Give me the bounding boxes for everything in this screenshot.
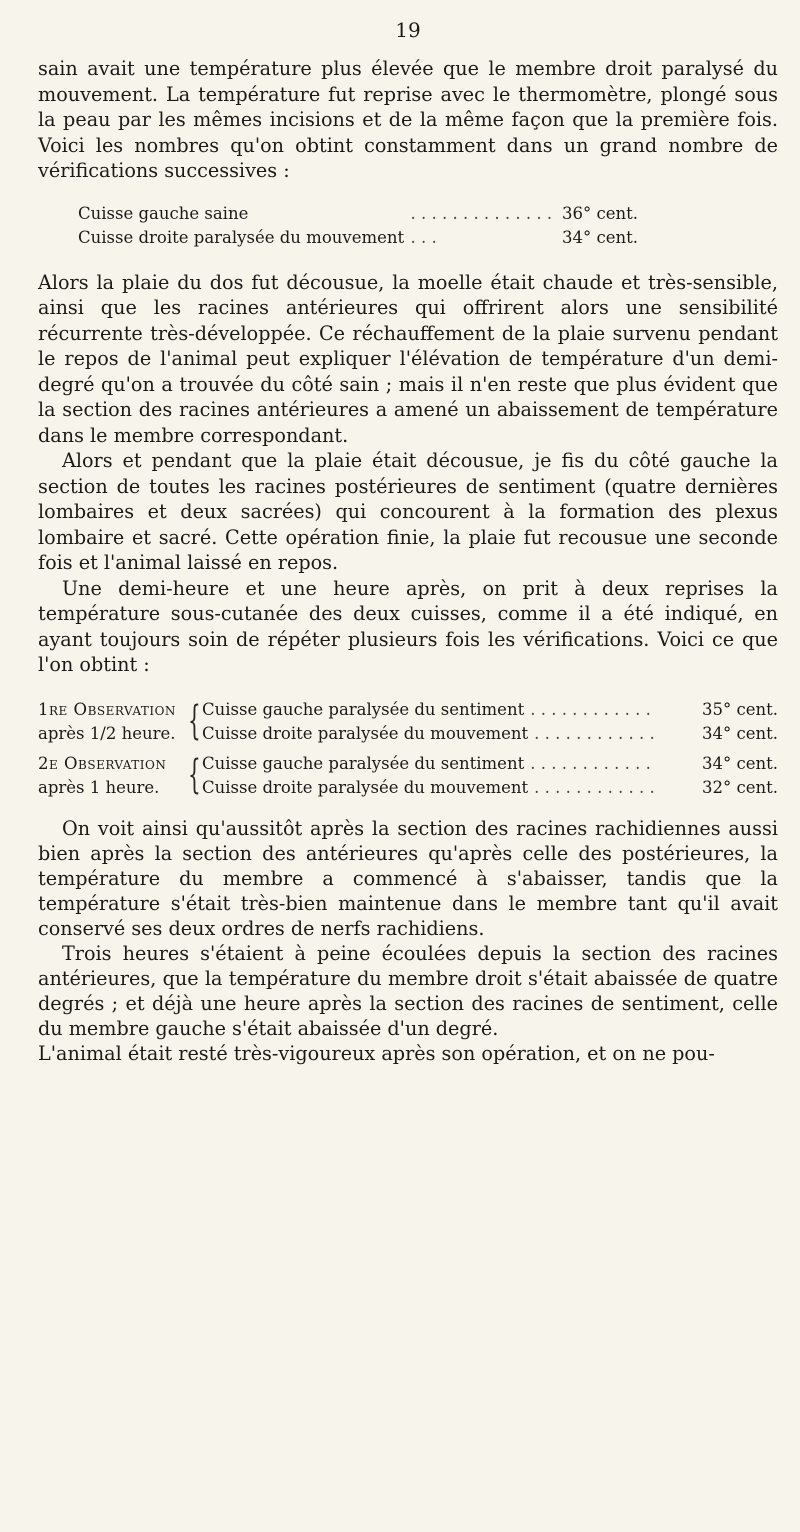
observation-2 [38,752,778,800]
row-value: 34° cent. [702,753,778,773]
brace-icon: { [188,697,201,744]
temperature-table-1 [78,202,638,250]
table-row [202,776,778,800]
row-dots: . . . . . . . . . . . . [534,777,655,797]
table-row [78,202,638,226]
table-row [78,226,638,250]
row-label: Cuisse gauche saine [78,203,249,223]
document-page [38,18,778,1066]
paragraph-7: L'animal était resté très-vigoureux après son opération, et on ne pou- [38,1041,715,1065]
paragraph-2: Alors la plaie du dos fut décousue, la moelle était chaude et très-sensible, ainsi que les racines antérieures qui offrirent alors une sensibilité récurrente très-développée. Ce réchauffement de la plaie survenu pendant le repos de l'animal peut expliquer l'élévation de température d'un demi-degré qu'on a trouvée du côté sain ; mais il n'en reste que plus évident que la section des racines antérieures a amené un abaissement de température dans le membre correspondant. [38,270,778,447]
observation-title: 1re Observation [38,699,176,719]
observation-values [202,698,778,746]
row-value: 32° cent. [702,777,778,797]
page-number: 19 [395,18,421,42]
row-dots: . . . [410,227,437,247]
paragraph-6: Trois heures s'étaient à peine écoulées depuis la section des racines antérieures, que la température du membre droit s'était abaissée de quatre degrés ; et déjà une heure après la section des racines de sentiment, celle du membre gauche s'était abaissée d'un degré. [38,941,778,1040]
paragraph-3: Alors et pendant que la plaie était décousue, je fis du côté gauche la section de toutes les racines postérieures de sentiment (quatre dernières lombaires et deux sacrées) qui concourent à la formation des plexus lombaire et sacré. Cette opération finie, la plaie fut recousue une seconde fois et l'animal laissé en repos. [38,449,778,574]
observation-label [38,698,188,746]
table-row [202,722,778,746]
observations-table [38,698,778,800]
observation-title: 2e Observation [38,753,167,773]
row-value: 34° cent. [702,723,778,743]
row-dots: . . . . . . . . . . . . [530,753,651,773]
observation-1 [38,698,778,746]
row-value: 36° cent. [562,203,638,223]
table-row [202,698,778,722]
observation-time: après 1 heure. [38,777,160,797]
row-value: 34° cent. [562,227,638,247]
row-label: Cuisse gauche paralysée du sentiment [202,699,525,719]
observation-values [202,752,778,800]
observation-time: après 1/2 heure. [38,723,176,743]
paragraph-1: sain avait une température plus élevée que le membre droit paralysé du mouvement. La température fut reprise avec le thermomètre, plongé sous la peau par les mêmes incisions et de la même façon que la première fois. Voici les nombres qu'on obtint constamment dans un grand nombre de vérifications successives : [38,57,778,182]
row-dots: . . . . . . . . . . . . . . [410,203,553,223]
conclusion-section [38,816,778,1066]
row-dots: . . . . . . . . . . . . [530,699,651,719]
row-dots: . . . . . . . . . . . . [534,723,655,743]
table-row [202,752,778,776]
row-label: Cuisse gauche paralysée du sentiment [202,753,525,773]
paragraph-5: On voit ainsi qu'aussitôt après la section des racines rachidiennes aussi bien après la section des antérieures qu'après celle des postérieures, la température du membre a commencé à s'abaisser, tandis que la température s'était très-bien maintenue dans le membre tant qu'il avait conservé ses deux ordres de nerfs rachidiens. [38,816,778,940]
brace-icon: { [188,751,201,798]
observation-label [38,752,188,800]
row-label: Cuisse droite paralysée du mouvement [202,723,529,743]
row-label: Cuisse droite paralysée du mouvement [202,777,529,797]
row-value: 35° cent. [702,699,778,719]
paragraph-4: Une demi-heure et une heure après, on prit à deux reprises la température sous-cutanée des deux cuisses, comme il a été indiqué, en ayant toujours soin de répéter plusieurs fois les vérifications. Voici ce que l'on obtint : [38,576,778,676]
row-label: Cuisse droite paralysée du mouvement [78,227,405,247]
